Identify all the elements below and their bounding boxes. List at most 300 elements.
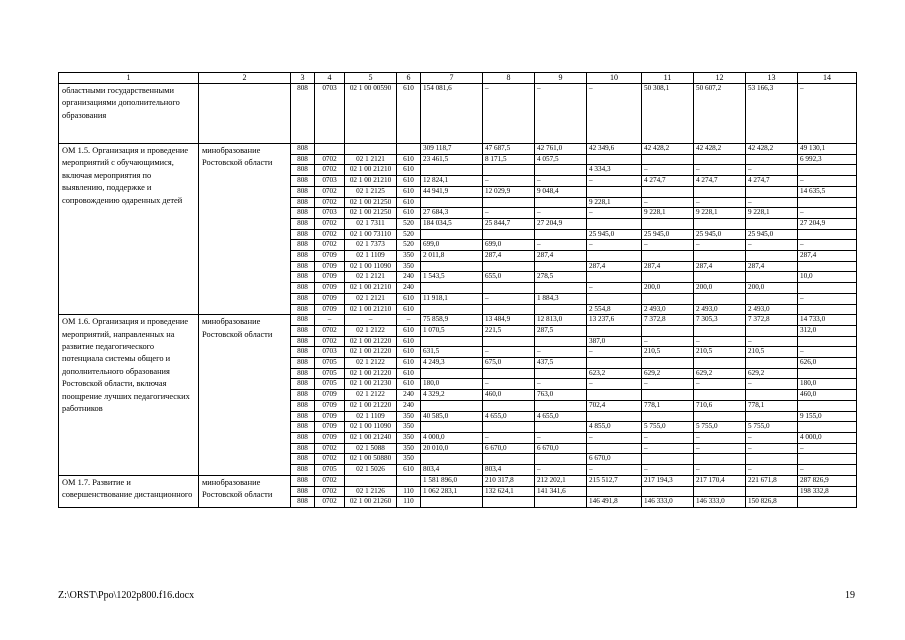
table-cell: –	[587, 379, 642, 390]
table-cell: 808	[291, 218, 315, 229]
table-cell: 520	[397, 240, 421, 251]
column-header: 6	[397, 73, 421, 84]
table-cell: 02 1 5088	[345, 443, 397, 454]
table-cell	[345, 475, 397, 486]
table-cell: 520	[397, 229, 421, 240]
table-cell: 460,0	[798, 390, 857, 401]
table-cell	[483, 283, 535, 294]
table-cell: 0703	[315, 84, 345, 144]
table-cell	[746, 293, 798, 304]
table-cell: 02 1 2122	[345, 325, 397, 336]
table-cell	[587, 154, 642, 165]
table-cell	[642, 272, 694, 283]
table-cell: 7 372,8	[642, 315, 694, 326]
table-cell: 437,5	[535, 358, 587, 369]
table-cell: 8 171,5	[483, 154, 535, 165]
table-cell: –	[587, 176, 642, 187]
table-cell: 221 671,8	[746, 475, 798, 486]
executor-cell: минобразование Ростовской области	[199, 144, 291, 315]
table-cell: 808	[291, 411, 315, 422]
table-cell: 02 1 00 21220	[345, 400, 397, 411]
table-cell: –	[587, 84, 642, 144]
table-cell: 110	[397, 486, 421, 497]
table-cell: 808	[291, 497, 315, 508]
table-cell: 699,0	[421, 240, 483, 251]
table-cell: 702,4	[587, 400, 642, 411]
table-cell	[535, 261, 587, 272]
table-cell: 808	[291, 240, 315, 251]
table-cell	[746, 325, 798, 336]
table-cell: 0702	[315, 154, 345, 165]
table-cell: –	[642, 336, 694, 347]
table-cell: 460,0	[483, 390, 535, 401]
table-cell: 200,0	[642, 283, 694, 294]
table-cell: 02 1 00 21220	[345, 336, 397, 347]
table-cell	[798, 400, 857, 411]
table-cell	[483, 229, 535, 240]
table-cell	[642, 251, 694, 262]
table-cell: –	[483, 379, 535, 390]
table-cell: 9 228,1	[642, 208, 694, 219]
table-cell: 40 585,0	[421, 411, 483, 422]
column-header: 3	[291, 73, 315, 84]
table-cell: 287,4	[642, 261, 694, 272]
table-cell: –	[587, 347, 642, 358]
table-cell: 25 844,7	[483, 218, 535, 229]
table-cell: –	[535, 84, 587, 144]
table-cell	[535, 454, 587, 465]
table-cell: 0705	[315, 379, 345, 390]
table-cell	[642, 218, 694, 229]
table-cell	[642, 411, 694, 422]
table-cell: 626,0	[798, 358, 857, 369]
table-cell: 146 333,0	[642, 497, 694, 508]
table-cell: 610	[397, 154, 421, 165]
table-cell: 699,0	[483, 240, 535, 251]
table-cell	[798, 165, 857, 176]
table-cell: 42 761,0	[535, 144, 587, 155]
table-cell: –	[798, 84, 857, 144]
table-cell: 808	[291, 176, 315, 187]
table-cell: 02 1 00 11090	[345, 261, 397, 272]
table-cell	[535, 165, 587, 176]
table-cell: 0709	[315, 304, 345, 315]
table-cell: 02 1 00 00590	[345, 84, 397, 144]
table-cell: 217 170,4	[694, 475, 746, 486]
table-cell: –	[694, 465, 746, 476]
table-cell: 0709	[315, 283, 345, 294]
table-cell: 25 945,0	[746, 229, 798, 240]
table-cell: 240	[397, 400, 421, 411]
table-cell	[798, 497, 857, 508]
table-cell: 710,6	[694, 400, 746, 411]
table-cell: 110	[397, 497, 421, 508]
table-cell: 02 1 00 21250	[345, 208, 397, 219]
table-cell: 2 493,0	[694, 304, 746, 315]
table-cell: 12 824,1	[421, 176, 483, 187]
table-cell	[421, 283, 483, 294]
table-cell: 02 1 00 21260	[345, 497, 397, 508]
table-cell: 2 554,8	[587, 304, 642, 315]
table-cell: 0709	[315, 251, 345, 262]
table-cell	[642, 390, 694, 401]
table-cell: 808	[291, 368, 315, 379]
table-cell: 610	[397, 336, 421, 347]
table-cell	[483, 422, 535, 433]
table-cell	[746, 486, 798, 497]
table-cell: 808	[291, 390, 315, 401]
table-cell: 610	[397, 186, 421, 197]
table-cell: 4 000,0	[421, 432, 483, 443]
table-cell: 808	[291, 454, 315, 465]
table-row	[59, 144, 857, 155]
table-cell: 25 945,0	[642, 229, 694, 240]
table-cell: –	[587, 283, 642, 294]
table-cell: 49 130,1	[798, 144, 857, 155]
table-cell: 1 070,5	[421, 325, 483, 336]
table-cell: 808	[291, 379, 315, 390]
table-cell: 4 249,3	[421, 358, 483, 369]
table-cell: –	[535, 208, 587, 219]
table-cell	[535, 368, 587, 379]
table-cell	[535, 304, 587, 315]
table-cell: 53 166,3	[746, 84, 798, 144]
table-cell: 14 635,5	[798, 186, 857, 197]
table-cell: 10,0	[798, 272, 857, 283]
table-cell: –	[587, 208, 642, 219]
table-cell: 25 945,0	[694, 229, 746, 240]
table-cell: 47 687,5	[483, 144, 535, 155]
table-cell	[421, 368, 483, 379]
table-cell	[746, 154, 798, 165]
table-cell: 11 918,1	[421, 293, 483, 304]
table-cell: –	[483, 208, 535, 219]
table-cell	[315, 144, 345, 155]
table-cell: 0705	[315, 358, 345, 369]
table-cell: –	[694, 197, 746, 208]
column-header: 13	[746, 73, 798, 84]
table-cell: 210,5	[694, 347, 746, 358]
table-cell: 5 755,0	[642, 422, 694, 433]
table-cell: 02 1 2121	[345, 293, 397, 304]
table-cell: 610	[397, 368, 421, 379]
table-cell: 42 428,2	[642, 144, 694, 155]
table-cell	[397, 144, 421, 155]
table-cell: 12 813,0	[535, 315, 587, 326]
table-cell: 0702	[315, 229, 345, 240]
table-cell: –	[535, 347, 587, 358]
table-cell: 287,4	[694, 261, 746, 272]
table-cell: –	[642, 432, 694, 443]
table-cell: 215 512,7	[587, 475, 642, 486]
table-cell: 217 194,3	[642, 475, 694, 486]
measure-name-cell: областными государственными организациями дополнительного образования	[59, 84, 199, 144]
table-cell	[746, 186, 798, 197]
table-cell	[694, 186, 746, 197]
table-cell: –	[798, 208, 857, 219]
table-cell: 610	[397, 197, 421, 208]
table-cell: 610	[397, 165, 421, 176]
column-header: 9	[535, 73, 587, 84]
table-cell	[421, 229, 483, 240]
table-cell: 4 329,2	[421, 390, 483, 401]
budget-table	[58, 72, 857, 508]
table-cell: –	[642, 165, 694, 176]
table-cell	[587, 358, 642, 369]
table-cell	[483, 336, 535, 347]
table-cell: 9 228,1	[587, 197, 642, 208]
table-cell: 02 1 00 21210	[345, 304, 397, 315]
measure-name-cell: ОМ 1.7. Развитие и совершенствование дистанционного	[59, 475, 199, 507]
table-cell	[587, 390, 642, 401]
table-cell: 150 826,8	[746, 497, 798, 508]
table-cell: 02 1 1109	[345, 411, 397, 422]
table-cell: –	[798, 240, 857, 251]
table-cell	[694, 454, 746, 465]
table-cell: 0702	[315, 218, 345, 229]
table-cell: 4 655,0	[535, 411, 587, 422]
table-cell: –	[535, 176, 587, 187]
table-cell: 808	[291, 443, 315, 454]
table-cell: 02 1 5026	[345, 465, 397, 476]
table-cell: 1 581 896,0	[421, 475, 483, 486]
table-cell: 808	[291, 272, 315, 283]
table-cell: 629,2	[642, 368, 694, 379]
table-cell	[694, 272, 746, 283]
table-cell: 0702	[315, 497, 345, 508]
table-cell: 14 733,0	[798, 315, 857, 326]
table-cell: 309 118,7	[421, 144, 483, 155]
table-cell: 287,4	[798, 251, 857, 262]
table-cell: 2 493,0	[746, 304, 798, 315]
table-cell: 1 884,3	[535, 293, 587, 304]
table-cell: –	[535, 465, 587, 476]
footer-file-path: Z:\ORST\Ppo\1202p800.f16.docx	[58, 590, 195, 601]
table-cell: –	[798, 443, 857, 454]
table-cell: 146 491,8	[587, 497, 642, 508]
table-cell: 808	[291, 422, 315, 433]
table-cell: –	[642, 465, 694, 476]
table-cell: 808	[291, 251, 315, 262]
table-cell: –	[694, 336, 746, 347]
table-cell: 200,0	[694, 283, 746, 294]
table-cell: 808	[291, 197, 315, 208]
table-cell: 808	[291, 293, 315, 304]
table-cell: 23 461,5	[421, 154, 483, 165]
table-cell	[694, 154, 746, 165]
table-cell: –	[746, 443, 798, 454]
table-cell	[746, 251, 798, 262]
table-cell: 02 1 00 21220	[345, 347, 397, 358]
table-row	[59, 84, 857, 144]
table-cell: 808	[291, 432, 315, 443]
table-cell: 350	[397, 454, 421, 465]
table-cell: 200,0	[746, 283, 798, 294]
table-cell	[421, 261, 483, 272]
table-cell: –	[642, 379, 694, 390]
table-cell: –	[397, 315, 421, 326]
table-cell	[421, 422, 483, 433]
table-cell	[798, 454, 857, 465]
table-cell: 763,0	[535, 390, 587, 401]
table-cell: 4 655,0	[483, 411, 535, 422]
table-cell	[798, 422, 857, 433]
table-cell	[421, 165, 483, 176]
table-cell: 5 755,0	[746, 422, 798, 433]
table-cell: 25 945,0	[587, 229, 642, 240]
table-cell: 0702	[315, 443, 345, 454]
table-cell	[694, 390, 746, 401]
table-cell	[535, 400, 587, 411]
table-cell: 240	[397, 272, 421, 283]
table-cell: 42 349,6	[587, 144, 642, 155]
table-cell	[483, 454, 535, 465]
table-cell: –	[746, 379, 798, 390]
table-cell: 610	[397, 176, 421, 187]
table-cell: –	[746, 432, 798, 443]
table-cell: 610	[397, 358, 421, 369]
table-cell	[694, 411, 746, 422]
table-cell	[694, 293, 746, 304]
table-cell: 808	[291, 325, 315, 336]
table-cell	[694, 358, 746, 369]
table-cell: –	[587, 465, 642, 476]
table-cell: 42 428,2	[694, 144, 746, 155]
table-cell: 02 1 7311	[345, 218, 397, 229]
table-cell	[798, 304, 857, 315]
table-cell: 350	[397, 422, 421, 433]
table-cell: 808	[291, 315, 315, 326]
table-cell	[535, 229, 587, 240]
table-cell: 184 034,5	[421, 218, 483, 229]
table-cell: 0709	[315, 400, 345, 411]
table-cell: 198 332,8	[798, 486, 857, 497]
table-cell: 210 317,8	[483, 475, 535, 486]
table-cell: 9 048,4	[535, 186, 587, 197]
table-cell	[642, 154, 694, 165]
table-cell: 180,0	[421, 379, 483, 390]
column-header: 14	[798, 73, 857, 84]
table-cell: 808	[291, 144, 315, 155]
table-cell: –	[315, 315, 345, 326]
table-cell: 808	[291, 347, 315, 358]
table-cell	[535, 422, 587, 433]
table-cell: 610	[397, 347, 421, 358]
table-cell: –	[746, 465, 798, 476]
table-cell: 02 1 7373	[345, 240, 397, 251]
table-cell	[798, 368, 857, 379]
table-cell: –	[798, 176, 857, 187]
table-cell: 287,4	[587, 261, 642, 272]
table-cell: 675,0	[483, 358, 535, 369]
table-cell: 350	[397, 261, 421, 272]
table-row	[59, 315, 857, 326]
table-cell	[798, 197, 857, 208]
table-cell: 141 341,6	[535, 486, 587, 497]
table-cell: 0709	[315, 422, 345, 433]
table-cell: –	[694, 165, 746, 176]
table-cell	[587, 186, 642, 197]
table-cell: 610	[397, 325, 421, 336]
table-cell: 02 1 00 21210	[345, 165, 397, 176]
table-cell: 9 228,1	[694, 208, 746, 219]
table-cell: 350	[397, 251, 421, 262]
table-cell: –	[483, 432, 535, 443]
table-row	[59, 475, 857, 486]
table-cell: –	[694, 432, 746, 443]
table-cell: 02 1 00 21210	[345, 283, 397, 294]
table-cell: 210,5	[746, 347, 798, 358]
table-cell	[421, 197, 483, 208]
table-cell: 6 670,0	[535, 443, 587, 454]
table-cell: –	[798, 293, 857, 304]
table-cell: 808	[291, 400, 315, 411]
table-cell	[421, 400, 483, 411]
table-cell: –	[535, 379, 587, 390]
table-cell: 778,1	[746, 400, 798, 411]
table-cell: 212 202,1	[535, 475, 587, 486]
table-cell: 4 057,5	[535, 154, 587, 165]
table-cell: 350	[397, 443, 421, 454]
table-cell: 1 062 283,1	[421, 486, 483, 497]
table-cell: 0702	[315, 165, 345, 176]
table-cell	[587, 293, 642, 304]
table-cell	[587, 272, 642, 283]
table-cell	[421, 336, 483, 347]
table-cell: 610	[397, 293, 421, 304]
table-cell	[587, 443, 642, 454]
table-cell: 808	[291, 304, 315, 315]
table-cell	[694, 218, 746, 229]
table-cell: 803,4	[483, 465, 535, 476]
table-cell: –	[746, 336, 798, 347]
table-cell: 0702	[315, 454, 345, 465]
table-cell: –	[694, 379, 746, 390]
table-cell: 808	[291, 154, 315, 165]
table-cell	[587, 251, 642, 262]
table-cell: 2 011,8	[421, 251, 483, 262]
table-cell: 520	[397, 218, 421, 229]
column-header: 10	[587, 73, 642, 84]
table-cell: –	[798, 465, 857, 476]
table-cell: 0709	[315, 293, 345, 304]
table-cell	[746, 454, 798, 465]
table-cell: 7 305,3	[694, 315, 746, 326]
table-cell: 0702	[315, 336, 345, 347]
table-cell	[694, 325, 746, 336]
table-cell: 146 333,0	[694, 497, 746, 508]
table-cell: 808	[291, 465, 315, 476]
table-cell	[535, 497, 587, 508]
table-cell: 27 204,9	[798, 218, 857, 229]
table-cell: –	[535, 432, 587, 443]
table-cell: 20 010,0	[421, 443, 483, 454]
table-cell: –	[483, 84, 535, 144]
table-cell: 1 543,5	[421, 272, 483, 283]
table-cell: 13 237,6	[587, 315, 642, 326]
table-cell	[746, 411, 798, 422]
table-cell: 2 493,0	[642, 304, 694, 315]
table-cell: 808	[291, 358, 315, 369]
column-header: 1	[59, 73, 199, 84]
table-cell	[642, 293, 694, 304]
table-cell: 778,1	[642, 400, 694, 411]
table-cell: 0709	[315, 411, 345, 422]
table-cell: 4 000,0	[798, 432, 857, 443]
table-cell: 50 308,1	[642, 84, 694, 144]
table-cell: –	[642, 197, 694, 208]
table-cell: 808	[291, 486, 315, 497]
